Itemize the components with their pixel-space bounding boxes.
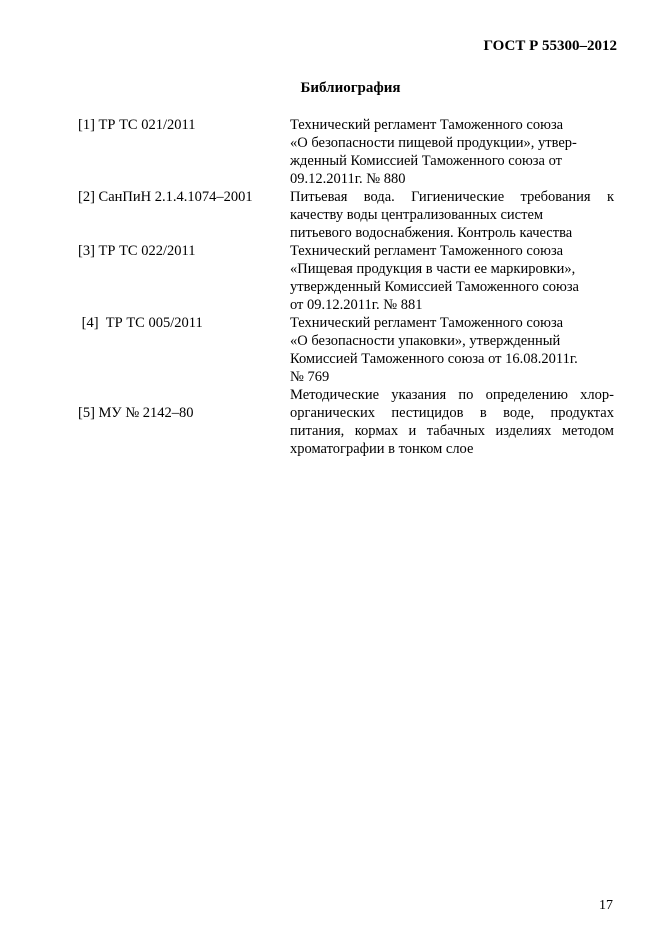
page-number: 17 — [599, 898, 613, 913]
description-line: Технический регламент Таможенного союза — [290, 315, 564, 331]
description-line: от 09.12.2011г. № 881 — [290, 297, 423, 313]
bibliography-entry-1 — [78, 116, 614, 188]
description-line: 09.12.2011г. № 880 — [290, 171, 406, 187]
description-line: питания, кормах и табачных изделиях методом — [290, 423, 614, 439]
page-title: Библиография — [300, 80, 401, 96]
description-line: органических пестицидов в воде, продуктах — [290, 405, 614, 421]
description-line: жденный Комиссией Таможенного союза от — [290, 153, 562, 169]
bibliography-entry-3 — [78, 242, 614, 314]
description-line: утвержденный Комиссией Таможенного союза — [290, 279, 579, 295]
description-line: № 769 — [290, 369, 330, 385]
description-line: Комиссией Таможенного союза от 16.08.2011г. — [290, 351, 578, 367]
document-code: ГОСТ Р 55300–2012 — [483, 38, 617, 54]
bibliography-entry-5 — [78, 386, 614, 458]
description-line: «О безопасности упаковки», утвержденный — [290, 333, 561, 349]
description-line: хроматографии в тонком слое — [290, 441, 474, 457]
reference-description — [290, 242, 614, 314]
reference-description — [290, 314, 614, 386]
description-line: качеству воды централизованных систем — [290, 207, 544, 223]
reference-id: [1] ТР ТС 021/2011 — [78, 117, 196, 133]
reference-description — [290, 386, 614, 458]
bibliography-entry-4 — [78, 314, 614, 386]
description-line: питьевого водоснабжения. Контроль качества — [290, 225, 573, 241]
description-line: Технический регламент Таможенного союза — [290, 243, 564, 259]
description-line: «О безопасности пищевой продукции», утвер- — [290, 135, 577, 151]
description-line: «Пищевая продукция в части ее маркировки», — [290, 261, 576, 277]
reference-description — [290, 116, 614, 188]
bibliography-entry-2 — [78, 188, 614, 242]
reference-id: [5] МУ № 2142–80 — [78, 405, 194, 421]
reference-id: [3] ТР ТС 022/2011 — [78, 243, 196, 259]
description-line: Методические указания по определению хлор- — [290, 387, 614, 403]
bibliography-list — [78, 116, 614, 458]
reference-id: [4] ТР ТС 005/2011 — [78, 315, 203, 331]
description-line: Питьевая вода. Гигиенические требования к — [290, 189, 614, 205]
description-line: Технический регламент Таможенного союза — [290, 117, 564, 133]
reference-description — [290, 188, 614, 242]
reference-id: [2] СанПиН 2.1.4.1074–2001 — [78, 189, 253, 205]
